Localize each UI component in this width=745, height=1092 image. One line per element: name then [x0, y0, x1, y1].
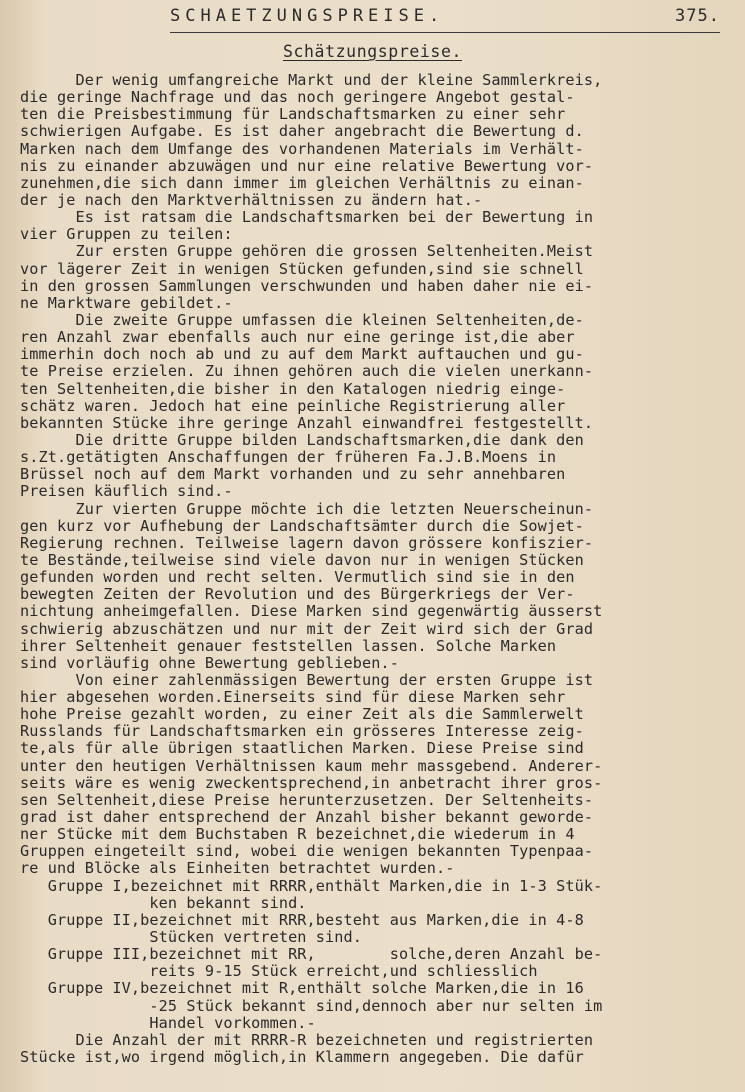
text-line: Stücken vertreten sind.: [20, 928, 363, 947]
text-line: hier abgesehen worden.Einerseits sind für diese Marken sehr: [20, 688, 566, 707]
text-line: Die zweite Gruppe umfassen die kleinen Seltenheiten,de-: [20, 310, 584, 329]
text-line: nichtung anheimgefallen. Diese Marken sind gegenwärtig äusserst: [20, 602, 603, 621]
text-line: ten die Preisbestimmung für Landschaftsmarken zu einer sehr: [20, 105, 566, 124]
text-line: schätz waren. Jedoch hat eine peinliche Registrierung aller: [20, 396, 566, 415]
text-line: Handel vorkommen.-: [20, 1013, 316, 1032]
text-line: Stücke ist,wo irgend möglich,in Klammern angegeben. Die dafür: [20, 1048, 584, 1067]
text-line: schwierigen Aufgabe. Es ist daher angebracht die Bewertung d.: [20, 122, 584, 141]
text-line: seits wäre es wenig zweckentsprechend,in anbetracht ihrer gros-: [20, 773, 603, 792]
text-line: die geringe Nachfrage und das noch geringere Angebot gestal-: [20, 88, 575, 107]
text-line: Von einer zahlenmässigen Bewertung der ersten Gruppe ist: [20, 670, 594, 689]
text-line: -25 Stück bekannt sind,dennoch aber nur selten im: [20, 996, 603, 1015]
text-line: Brüssel noch auf dem Markt vorhanden und zu sehr annehbaren: [20, 465, 566, 484]
text-line: ren Anzahl zwar ebenfalls auch nur eine geringe ist,die aber: [20, 328, 575, 347]
text-line: Marken nach dem Umfange des vorhandenen Materials im Verhält-: [20, 139, 584, 158]
text-line: Gruppen eingeteilt sind, wobei die wenigen bekannten Typenpaa-: [20, 842, 594, 861]
page-number: 375.: [675, 6, 720, 26]
text-line: zunehmen,die sich dann immer im gleichen Verhältnis zu einan-: [20, 173, 584, 192]
body-text: [20, 72, 720, 1066]
text-line: sen Seltenheit,diese Preise herunterzusetzen. Der Seltenheits-: [20, 790, 594, 809]
text-line: ken bekannt sind.: [20, 893, 307, 912]
section-title: [0, 42, 745, 61]
text-line: immerhin doch noch ab und zu auf dem Markt auftauchen und gu-: [20, 345, 584, 364]
text-line: hohe Preise gezahlt worden, zu einer Zeit als die Sammlerwelt: [20, 705, 584, 724]
text-line: Gruppe IV,bezeichnet mit R,enthält solche Marken,die in 16: [20, 979, 584, 998]
text-line: ne Marktware gebildet.-: [20, 293, 233, 312]
text-line: te,als für alle übrigen staatlichen Marken. Diese Preise sind: [20, 739, 584, 758]
text-line: gefunden worden und recht selten. Vermutlich sind sie in den: [20, 568, 575, 587]
text-line: vier Gruppen zu teilen:: [20, 225, 233, 244]
text-line: gen kurz vor Aufhebung der Landschaftsämter durch die Sowjet-: [20, 516, 584, 535]
text-line: Gruppe III,bezeichnet mit RR, solche,deren Anzahl be-: [20, 945, 603, 964]
text-line: re und Blöcke als Einheiten betrachtet wurden.-: [20, 859, 455, 878]
text-line: schwierig abzuschätzen und nur mit der Zeit wird sich der Grad: [20, 619, 594, 638]
text-line: unter den heutigen Verhältnissen kaum mehr massgebend. Anderer-: [20, 756, 603, 775]
text-line: Es ist ratsam die Landschaftsmarken bei der Bewertung in: [20, 208, 594, 227]
text-line: ner Stücke mit dem Buchstaben R bezeichnet,die wiederum in 4: [20, 825, 575, 844]
text-line: bewegten Zeiten der Revolution und des Bürgerkriegs der Ver-: [20, 585, 575, 604]
text-line: s.Zt.getätigten Anschaffungen der früheren Fa.J.B.Moens in: [20, 448, 557, 467]
text-line: der je nach den Marktverhältnissen zu ändern hat.-: [20, 190, 483, 209]
text-line: bekannten Stücke ihre geringe Anzahl einwandfrei festgestellt.: [20, 413, 594, 432]
text-line: Gruppe I,bezeichnet mit RRRR,enthält Marken,die in 1-3 Stük-: [20, 876, 603, 895]
text-line: Preisen käuflich sind.-: [20, 482, 233, 501]
text-line: Die dritte Gruppe bilden Landschaftsmarken,die dank den: [20, 430, 584, 449]
text-line: nis zu einander abzuwägen und nur eine relative Bewertung vor-: [20, 156, 594, 175]
text-line: grad ist daher entsprechend der Anzahl bisher bekannt geworde-: [20, 808, 594, 827]
text-line: vor lägerer Zeit in wenigen Stücken gefunden,sind sie schnell: [20, 259, 584, 278]
text-line: ten Seltenheiten,die bisher in den Katalogen niedrig einge-: [20, 379, 566, 398]
text-line: ihrer Seltenheit genauer feststellen lassen. Solche Marken: [20, 636, 557, 655]
text-line: Russlands für Landschaftsmarken ein grösseres Interesse zeig-: [20, 722, 584, 741]
text-line: Zur ersten Gruppe gehören die grossen Seltenheiten.Meist: [20, 242, 594, 261]
text-line: in den grossen Sammlungen verschwunden und haben daher nie ei-: [20, 276, 594, 295]
text-line: Die Anzahl der mit RRRR-R bezeichneten und registrierten: [20, 1030, 594, 1049]
header-rule: [170, 32, 720, 33]
text-line: Regierung rechnen. Teilweise lagern davon grössere konfiszier-: [20, 533, 594, 552]
text-line: te Preise erzielen. Zu ihnen gehören auch die vielen unerkann-: [20, 362, 594, 381]
section-title-text: Schätzungspreise.: [282, 42, 463, 61]
text-line: sind vorläufig ohne Bewertung geblieben.-: [20, 653, 399, 672]
text-line: te Bestände,teilweise sind viele davon nur in wenigen Stücken: [20, 550, 584, 569]
text-line: Gruppe II,bezeichnet mit RRR,besteht aus Marken,die in 4-8: [20, 910, 584, 929]
page-header: [170, 6, 720, 32]
running-title: SCHAETZUNGSPREISE.: [170, 6, 445, 26]
text-line: Zur vierten Gruppe möchte ich die letzten Neuerscheinun-: [20, 499, 594, 518]
text-line: reits 9-15 Stück erreicht,und schliesslich: [20, 962, 538, 981]
text-line: Der wenig umfangreiche Markt und der kleine Sammlerkreis,: [20, 71, 603, 89]
